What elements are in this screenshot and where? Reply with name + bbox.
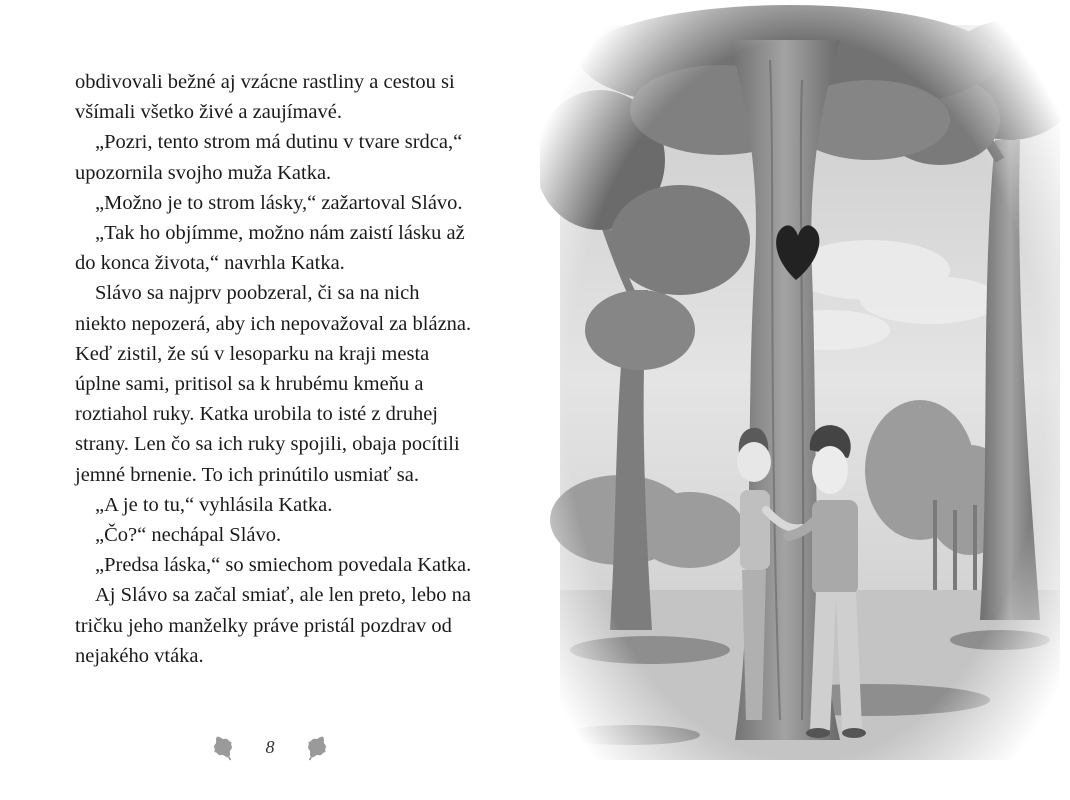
paragraph: obdivovali bežné aj vzácne rastliny a cestou si všímali všetko živé a zaujímavé.	[75, 71, 455, 124]
paragraph: „Možno je to strom lásky,“ zažartoval Slávo.	[95, 191, 463, 214]
paragraph: „Tak ho objímme, možno nám zaistí lásku až do konca života,“ navrhla Katka.	[75, 222, 465, 275]
paragraph: Aj Slávo sa začal smiať, ale len preto, lebo na tričku jeho manželky práve pristál pozdrav od nejakého vtáka.	[75, 584, 471, 667]
tree-hug-illustration	[540, 0, 1070, 800]
paragraph: „Predsa láska,“ so smiechom povedala Katka.	[95, 554, 472, 577]
page-number: 8	[265, 736, 275, 757]
paragraph: Slávo sa najprv poobzeral, či sa na nich niekto nepozerá, aby ich nepovažoval za blázna. Keď zistil, že sú v lesoparku na kraji mesta úplne sami, pritisol sa k hrubému kmeňu a roztiahol ruky. Katka urobila to isté z druhej strany. Len čo sa ich ruky spojili, obaja pocítili jemné brnenie. To ich prinútilo usmiať sa.	[75, 282, 472, 486]
paragraph: „Pozri, tento strom má dutinu v tvare srdca,“ upozornila svojho muža Katka.	[75, 131, 463, 184]
story-text	[75, 67, 475, 671]
paragraph: „A je to tu,“ vyhlásila Katka.	[95, 493, 333, 516]
oak-leaf-icon	[205, 732, 241, 762]
page-footer	[205, 730, 335, 764]
paragraph: „Čo?“ nechápal Slávo.	[95, 524, 282, 547]
oak-leaf-icon	[299, 732, 335, 762]
right-page	[540, 0, 1070, 800]
